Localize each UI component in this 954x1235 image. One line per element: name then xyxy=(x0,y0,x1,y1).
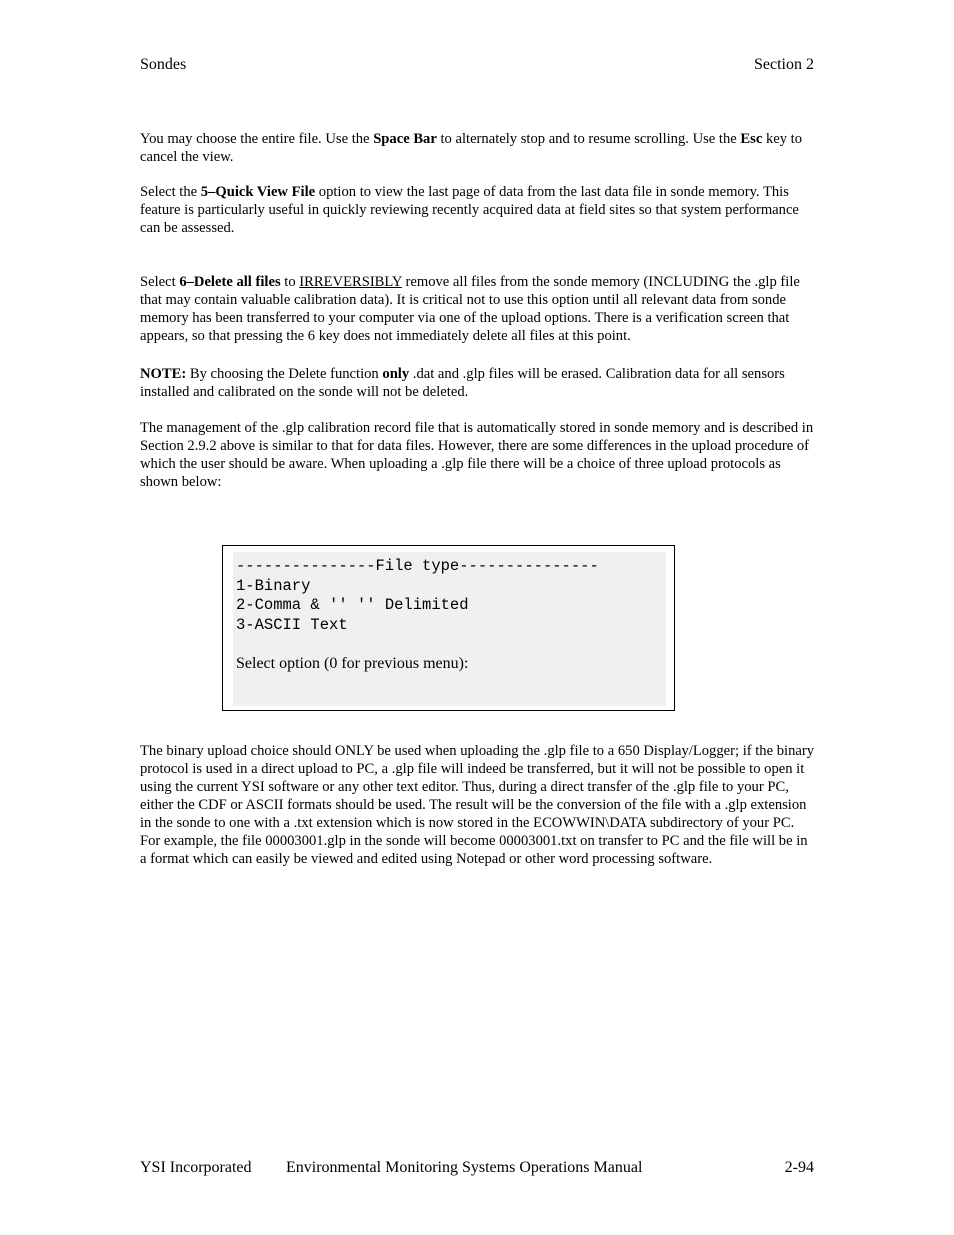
footer-page-number: 2-94 xyxy=(784,1159,814,1176)
option-ascii-text: 3-ASCII Text xyxy=(236,615,348,634)
p1-text-c: to alternately stop and to resume scrolling. Use the xyxy=(436,131,741,147)
footer-manual-title: Environmental Monitoring Systems Operations Manual xyxy=(286,1159,643,1176)
paragraph-binary-upload: The binary upload choice should ONLY be used when uploading the .glp file to a 650 Display/Logger; if the binary protocol is used in a direct upload to PC, a .glp file will indeed be transferred, but it will not be possible to open it using the current YSI software or any other text editor. Thus, during a direct transfer of the .glp file to your PC, either the CDF or ASCII formats should be used. The result will be the conversion of the file with a .glp extension in the sonde to one with a .txt extension which is now stored in the ECOWWIN\DATA subdirectory of your PC. For example, the file 00003001.glp in the sonde will become 00003001.txt on transfer to PC and the file will be in a format which can easily be viewed and edited using Notepad or other word processing software. xyxy=(140,743,815,867)
p1-text-d: key to cancel the view. xyxy=(140,131,803,165)
p4-bold-note: NOTE: xyxy=(140,366,187,382)
paragraph-note xyxy=(140,365,814,401)
terminal-screen-box xyxy=(222,545,675,711)
p2-bold-quick-view: 5–Quick View File xyxy=(200,184,316,200)
terminal-screen xyxy=(233,552,666,706)
p4-bold-only: only xyxy=(382,366,410,382)
option-comma-delimited: 2-Comma & '' '' Delimited xyxy=(236,596,469,614)
p4-text-a: By choosing the Delete function xyxy=(186,366,383,382)
p4-text-c: .dat and .glp files will be erased. Calibration data for all sensors installed and calibrated on the sonde will not be deleted. xyxy=(140,366,785,400)
p1-text-a: You may choose the entire file. Use the xyxy=(140,131,374,147)
option-binary: 1-Binary xyxy=(236,576,311,595)
paragraph-glp-management: The management of the .glp calibration record file that is automatically stored in sonde memory and is described in Section 2.9.2 above is similar to that for data files. However, there are some differences in the upload procedure of which the user should be aware. When uploading a .glp file there will be a choice of three upload protocols as shown below: xyxy=(140,420,814,490)
file-type-title: ---------------File type--------------- xyxy=(236,557,599,575)
p3-bold-delete: 6–Delete all files xyxy=(179,274,281,290)
p3-text-a: Select xyxy=(140,274,180,290)
select-option-prompt: Select option (0 for previous menu): xyxy=(236,655,469,672)
paragraph-view-file xyxy=(140,130,814,166)
p3-text-c: to xyxy=(280,274,300,290)
p1-bold-esc: Esc xyxy=(740,131,763,147)
footer-company: YSI Incorporated xyxy=(140,1159,252,1176)
p3-underline-irreversibly: IRREVERSIBLY xyxy=(299,274,402,290)
p2-text-a: Select the xyxy=(140,184,201,200)
p3-text-d: remove all files from the sonde memory (INCLUDING the .glp file that may contain valuable calibration data). It is critical not to use this option until all relevant data from sonde memory has been transferred to your computer via one of the upload options. There is a verification screen that appears, so that pressing the 6 key does not immediately delete all files at this point. xyxy=(140,274,800,344)
header-left: Sondes xyxy=(140,56,187,73)
header-right: Section 2 xyxy=(754,56,814,73)
paragraph-delete-files xyxy=(140,273,814,345)
p1-bold-space-bar: Space Bar xyxy=(373,131,437,147)
p2-text-c: option to view the last page of data from the last data file in sonde memory. This feature is particularly useful in quickly reviewing recently acquired data at field sites so that system performance can be assessed. xyxy=(140,184,799,236)
paragraph-quick-view xyxy=(140,183,814,237)
